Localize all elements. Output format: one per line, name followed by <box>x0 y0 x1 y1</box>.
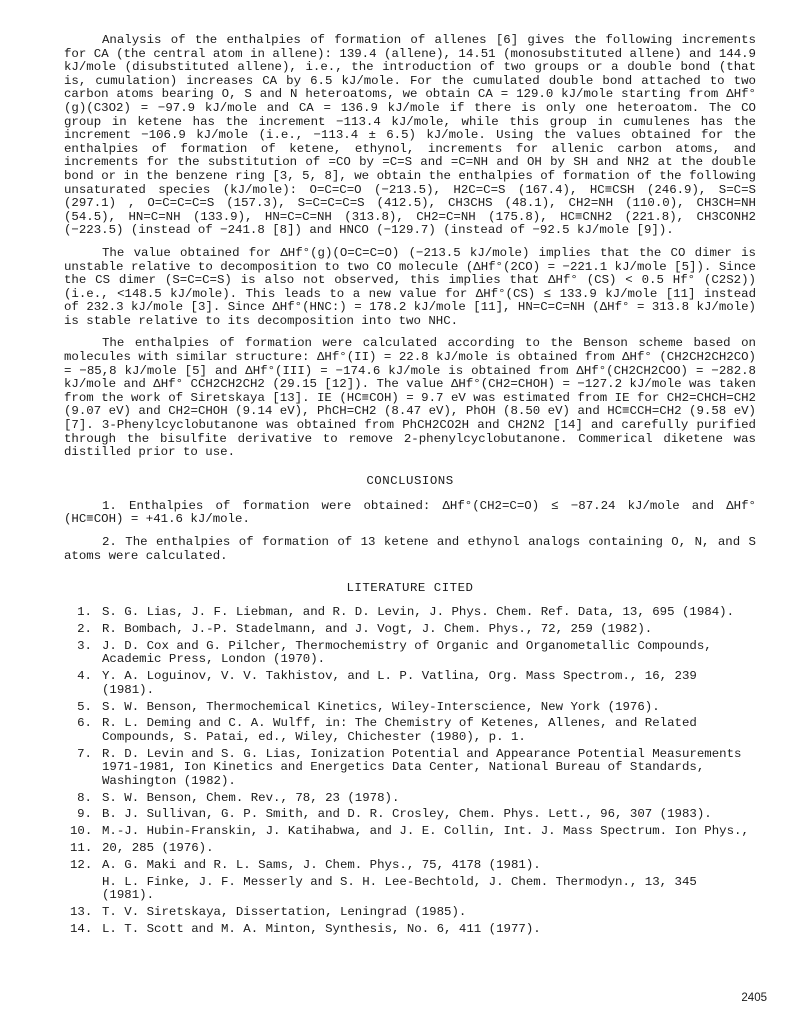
reference-item <box>64 792 756 806</box>
reference-number: 9. <box>77 807 92 822</box>
reference-number: 4. <box>77 669 92 684</box>
reference-item <box>64 906 756 920</box>
reference-text: A. G. Maki and R. L. Sams, J. Chem. Phys., 75, 4178 (1981). <box>102 857 541 872</box>
reference-item <box>64 670 756 697</box>
reference-item <box>64 808 756 822</box>
reference-number: 12. <box>70 857 93 872</box>
reference-text: 20, 285 (1976). <box>102 840 214 855</box>
reference-text: R. Bombach, J.-P. Stadelmann, and J. Vogt, J. Chem. Phys., 72, 259 (1982). <box>102 621 653 636</box>
reference-item <box>64 701 756 715</box>
reference-text: Y. A. Loguinov, V. V. Takhistov, and L. P. Vatlina, Org. Mass Spectrom., 16, 239 (1981). <box>102 669 697 697</box>
reference-text: S. W. Benson, Chem. Rev., 78, 23 (1978). <box>102 790 400 805</box>
reference-item <box>64 640 756 667</box>
reference-item <box>64 859 756 873</box>
reference-text: H. L. Finke, J. F. Messerly and S. H. Lee-Bechtold, J. Chem. Thermodyn., 13, 345 (1981). <box>102 874 697 903</box>
reference-number: 6. <box>77 716 92 731</box>
reference-item <box>64 923 756 937</box>
body-paragraph-2: The value obtained for ΔHf°(g)(O=C=C=O) (−213.5 kJ/mole) implies that the CO dimer is unstable relative to decomposition to two CO molecule (ΔHf°(2CO) = −221.1 kJ/mole [5]). Since the CS dimer (S=C=C=S) is also not observed, this implies that ΔHf° (CS) < 0.5 Hf° (C2S2)) (i.e., <148.5 kJ/mole). This leads to a new value for ΔHf°(CS) ≤ 133.9 kJ/mole [11] instead of 232.3 kJ/mole [3]. Since ΔHf°(HNC:) = 178.2 kJ/mole [11], HN=C=C=NH (ΔHf° = 313.8 kJ/mole) is stable relative to its decomposition into two NHC. <box>64 245 756 328</box>
reference-item <box>64 876 756 903</box>
reference-item <box>64 842 756 856</box>
reference-item <box>64 748 756 789</box>
reference-number: 5. <box>77 699 92 714</box>
page-number: 2405 <box>741 992 767 1004</box>
literature-heading: LITERATURE CITED <box>346 581 474 596</box>
reference-number: 7. <box>77 746 92 761</box>
reference-item <box>64 717 756 744</box>
reference-number: 3. <box>77 638 92 653</box>
reference-text: R. D. Levin and S. G. Lias, Ionization Potential and Appearance Potential Measurements 1971-1981, Ion Kinetics and Energetics Data Center, National Bureau of Standards, Washington (1982). <box>102 746 742 788</box>
reference-number: 11. <box>70 840 93 855</box>
reference-item <box>64 825 756 839</box>
paper-page <box>64 34 756 939</box>
reference-list <box>64 606 756 936</box>
reference-number: 13. <box>70 904 93 919</box>
reference-text: T. V. Siretskaya, Dissertation, Leningrad (1985). <box>102 904 467 919</box>
reference-number: 2. <box>77 621 92 636</box>
reference-number: 14. <box>70 921 93 936</box>
conclusion-item-1: 1. Enthalpies of formation were obtained: ΔHf°(CH2=C=O) ≤ −87.24 kJ/mole and ΔHf° (HC≡COH) = +41.6 kJ/mole. <box>64 498 756 527</box>
reference-text: J. D. Cox and G. Pilcher, Thermochemistry of Organic and Organometallic Compounds, Academic Press, London (1970). <box>102 638 712 667</box>
body-paragraph-3: The enthalpies of formation were calculated according to the Benson scheme based on molecules with similar structure: ΔHf°(II) = 22.8 kJ/mole is obtained from ΔHf° (CH2CH2CH2CO) = −85,8 kJ/mole [5] and ΔHf°(III) = −174.6 kJ/mole is obtained from ΔHf°(CH2CH2COO) = −282.8 kJ/mole and ΔHf° CCH2CH2CH2 (29.15 [12]). The value ΔHf°(CH2=CHOH) = −127.2 kJ/mole was taken from the work of Siretskaya [13]. IE (HC≡COH) = 9.7 eV was estimated from IE for CH2=CHCH=CH2 (9.07 eV) and CH2=CHOH (9.14 eV), PhCH=CH2 (8.47 eV), PhOH (8.50 eV) and HC≡CCH=CH2 (9.58 eV) [7]. 3-Phenylcyclobutanone was obtained from PhCH2CO2H and CH2N2 [14] and carefully purified through the bisulfite derivative to remove 2-phenylcyclobutanone. Commerical diketene was distilled prior to use. <box>64 336 756 460</box>
reference-text: B. J. Sullivan, G. P. Smith, and D. R. Crosley, Chem. Phys. Lett., 96, 307 (1983). <box>102 807 712 822</box>
reference-text: S. W. Benson, Thermochemical Kinetics, Wiley-Interscience, New York (1976). <box>102 699 660 714</box>
reference-text: R. L. Deming and C. A. Wulff, in: The Chemistry of Ketenes, Allenes, and Related Compounds, S. Patai, ed., Wiley, Chichester (1980), p. 1. <box>102 716 697 744</box>
reference-text: L. T. Scott and M. A. Minton, Synthesis, No. 6, 411 (1977). <box>102 921 541 936</box>
reference-number: 8. <box>77 790 92 805</box>
reference-item <box>64 606 756 620</box>
reference-item <box>64 623 756 637</box>
reference-number: 1. <box>77 605 92 620</box>
conclusion-item-2: 2. The enthalpies of formation of 13 ketene and ethynol analogs containing O, N, and S atoms were calculated. <box>64 535 756 563</box>
reference-text: M.-J. Hubin-Franskin, J. Katihabwa, and J. E. Collin, Int. J. Mass Spectrum. Ion Phys., <box>102 824 749 839</box>
conclusions-heading: CONCLUSIONS <box>366 473 454 488</box>
body-paragraph-1: Analysis of the enthalpies of formation of allenes [6] gives the following increments for CA (the central atom in allene): 139.4 (allene), 14.51 (monosubstituted allene) and 144.9 kJ/mole (disubstituted allene), i.e., the introduction of two groups or a double bond (that is, cumulation) increases CA by 6.5 kJ/mole. For the cumulated double bond attached to two carbon atoms bearing O, S and N heteroatoms, we obtain CA = 129.0 kJ/mole starting from ΔHf°(g)(C3O2) = −97.9 kJ/mole and CA = 136.9 kJ/mole if there is only one heteroatom. The CO group in ketene has the increment −113.4 kJ/mole, while this group in cumulenes has the increment −106.9 kJ/mole (i.e., −113.4 ± 6.5) kJ/mole. Using the values obtained for the enthalpies of formation of ketene, ethynol, increments for allenic carbon atoms, and increments for the substitution of =CO by =C=S and =C=NH and OH by SH and NH2 at the double bond or in the benzene ring [3, 5, 8], we obtain the enthalpies of formation of the following unsaturated species (kJ/mole): O=C=C=O (−213.5), H2C=C=S (167.4), HC≡CSH (246.9), S=C=S (297.1) , O=C=C=C=S (157.3), S=C=C=C=S (412.5), CH3CHS (48.1), CH2=NH (110.0), CH3CH=NH (54.5), HN=C=NH (133.9), HN=C=C=NH (313.8), CH2=C=NH (175.8), HC≡CNH2 (221.8), CH3CONH2 (−223.5) (instead of −241.8 [8]) and HNCO (−129.7) (instead of −92.5 kJ/mole [9]). <box>64 33 756 238</box>
reference-text: S. G. Lias, J. F. Liebman, and R. D. Levin, J. Phys. Chem. Ref. Data, 13, 695 (1984). <box>102 605 735 620</box>
reference-number: 10. <box>70 824 93 839</box>
